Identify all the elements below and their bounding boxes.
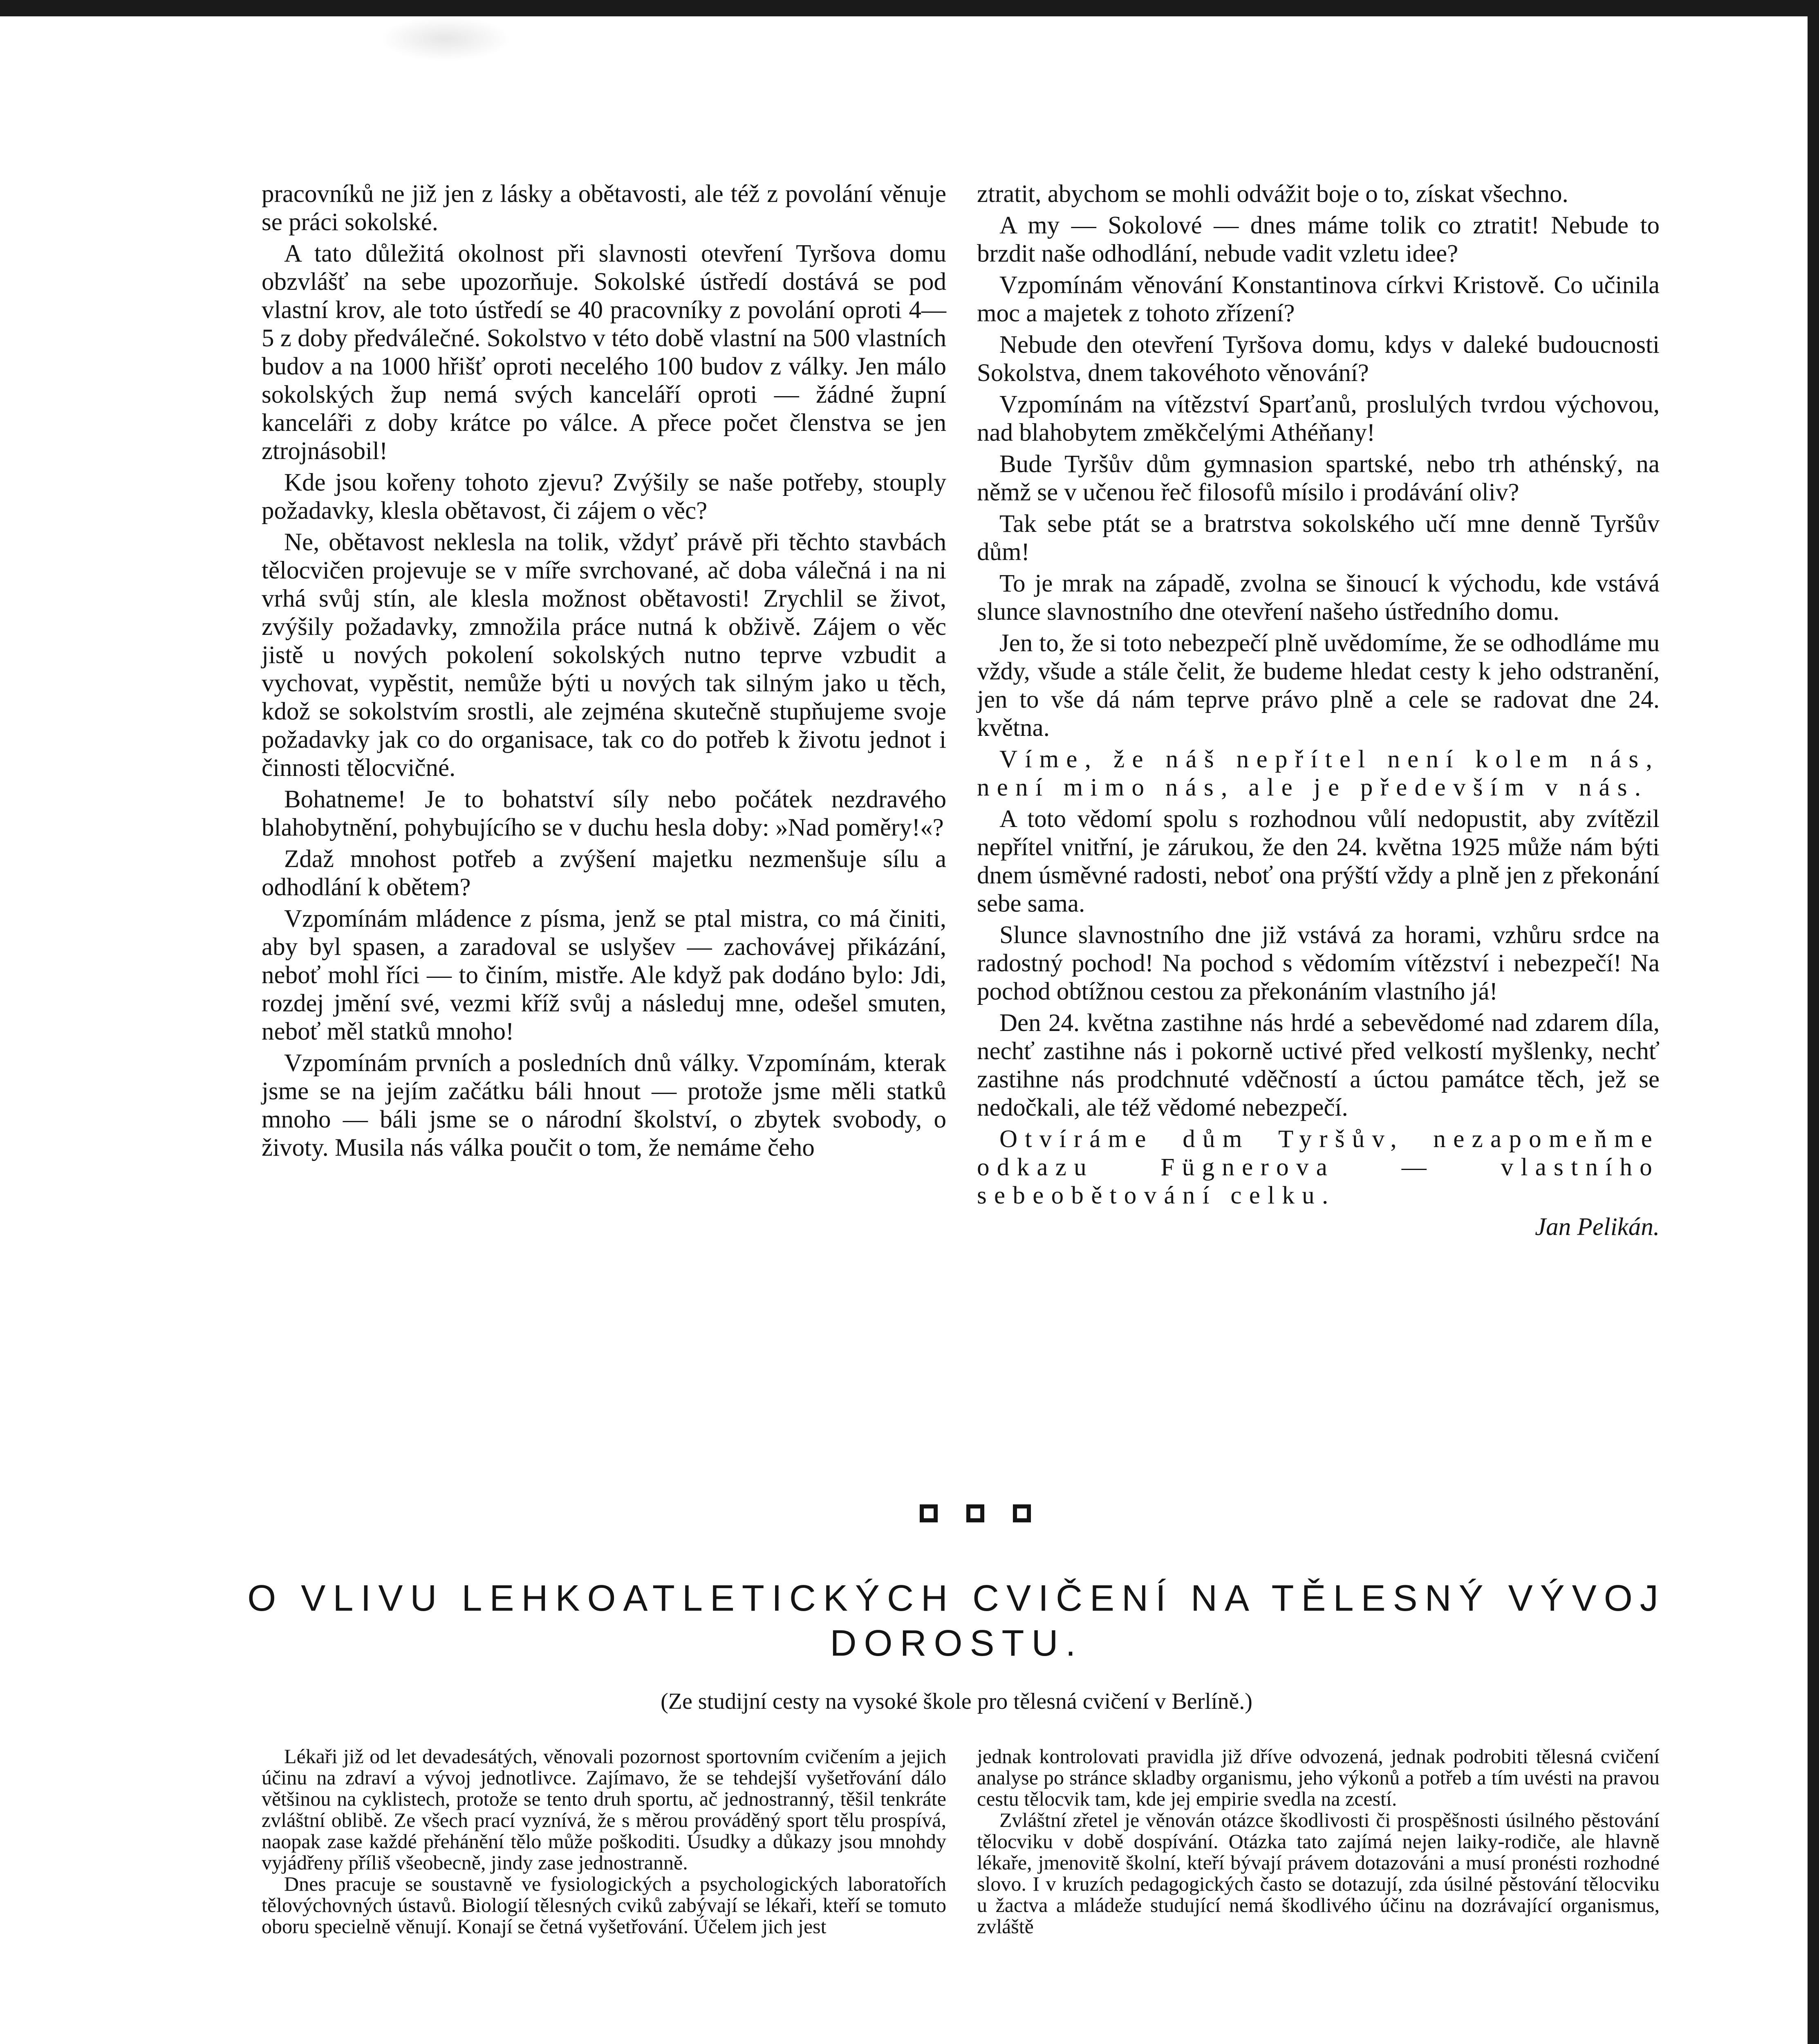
section-separator bbox=[920, 1504, 1031, 1522]
paragraph: Tak sebe ptát se a bratrstva sokolského učí mne denně Tyršův dům! bbox=[977, 510, 1660, 566]
scan-smudge bbox=[380, 16, 511, 61]
paragraph: Bohatneme! Je to bohatství síly nebo počátek nezdravého blahobytnění, pohybujícího se v duchu hesla doby: »Nad poměry!«? bbox=[262, 786, 946, 841]
paragraph: Den 24. května zastihne nás hrdé a sebevědomé nad zdarem díla, nechť zastihne nás i pokorně uctivé před velkostí myšlenky, nechť zastihne nás prodchnuté vděčností a úctou památce těch, jež se nedočkali, ale též vědomé nebezpečí. bbox=[977, 1009, 1660, 1121]
paragraph: Bude Tyršův dům gymnasion spartské, nebo trh athénský, na němž se v učenou řeč filosofů mísilo i prodávání oliv? bbox=[977, 450, 1660, 506]
paragraph: Jen to, že si toto nebezpečí plně uvědomíme, že se odhodláme mu vždy, všude a stále čelit, že budeme hledat cesty k jeho odstranění, jen to vše dá nám teprve právo plně a cele se radovat dne 24. května. bbox=[977, 630, 1660, 742]
article1-left-column bbox=[262, 180, 946, 1162]
article-title: O VLIVU LEHKOATLETICKÝCH CVIČENÍ NA TĚLESNÝ VÝVOJ DOROSTU. bbox=[247, 1578, 1666, 1664]
square-ornament-icon bbox=[966, 1504, 984, 1522]
square-ornament-icon bbox=[920, 1504, 938, 1522]
paragraph: To je mrak na západě, zvolna se šinoucí k východu, kde vstává slunce slavnostního dne otevření našeho ústředního domu. bbox=[977, 570, 1660, 625]
paragraph: Nebude den otevření Tyršova domu, kdys v daleké budoucnosti Sokolstva, dnem takovéhoto věnování? bbox=[977, 331, 1660, 387]
scan-border-top bbox=[0, 0, 1819, 16]
paragraph: Vzpomínám na vítězství Sparťanů, proslulých tvrdou výchovou, nad blahobytem změkčelými Athéňany! bbox=[977, 391, 1660, 446]
article1-right-column bbox=[977, 180, 1660, 1241]
paragraph: A tato důležitá okolnost při slavnosti otevření Tyršova domu obzvlášť na sebe upozorňuje. Sokolské ústředí dostává se pod vlastní krov, ale toto ústředí se 40 pracovníky z povolání oproti 4—5 z doby předválečné. Sokolstvo v této době vlastní na 500 vlastních budov a na 1000 hřišť oproti necelého 100 budov z války. Jen málo sokolských žup nemá svých kanceláří oproti — žádné župní kanceláři z doby krátce po válce. A přece počet členstva se jen ztrojnásobil! bbox=[262, 240, 946, 465]
author-signature: Jan Pelikán. bbox=[1535, 1213, 1660, 1241]
paragraph: A my — Sokolové — dnes máme tolik co ztratit! Nebude to brzdit naše odhodlání, nebude vadit vzletu idee? bbox=[977, 212, 1660, 267]
article2-left-column bbox=[262, 1746, 946, 1937]
paragraph: Zdaž mnohost potřeb a zvýšení majetku nezmenšuje sílu a odhodlání k obětem? bbox=[262, 845, 946, 901]
paragraph: Víme, že náš nepřítel není kolem nás, není mimo nás, ale je především v nás. bbox=[977, 746, 1660, 801]
paragraph: Dnes pracuje se soustavně ve fysiologických a psychologických laboratořích tělovýchovných ústavů. Biologií tělesných cviků zabývají se lékaři, kteří se tomuto oboru specielně věnují. Konají se četná vyšetřování. Účelem jich jest bbox=[262, 1872, 946, 1938]
article-subtitle: (Ze studijní cesty na vysoké škole pro tělesná cvičení v Berlíně.) bbox=[661, 1689, 1252, 1714]
paragraph: Kde jsou kořeny tohoto zjevu? Zvýšily se naše potřeby, stouply požadavky, klesla obětavost, či zájem o věc? bbox=[262, 469, 946, 524]
square-ornament-icon bbox=[1013, 1504, 1031, 1522]
scan-border-right bbox=[1808, 0, 1819, 2044]
paragraph: Lékaři již od let devadesátých, věnovali pozornost sportovním cvičením a jejich účinu na zdraví a vývoj jednotlivce. Zajímavo, že se tehdejší vyšetřování dálo většinou na cyklistech, protože se tento druh sportu, ač jednostranný, těšil tenkráte zvláštní oblibě. Ze všech prací vyznívá, že s měrou prováděný sport tělu prospívá, naopak zase každé přehánění tělo může poškoditi. Úsudky a důkazy jsou mnohdy vyjádřeny příliš všeobecně, jindy zase jednostranně. bbox=[262, 1745, 946, 1874]
article2-right-column bbox=[977, 1746, 1660, 1937]
paragraph: Otvíráme dům Tyršův, nezapomeňme odkazu Fügnerova — vlastního sebeobětování celku. bbox=[977, 1125, 1660, 1209]
paragraph: Slunce slavnostního dne již vstává za horami, vzhůru srdce na radostný pochod! Na pochod s vědomím vítězství i nebezpečí! Na pochod obtížnou cestou za překonáním vlastního já! bbox=[977, 921, 1660, 1005]
paragraph: A toto vědomí spolu s rozhodnou vůlí nedopustit, aby zvítězil nepřítel vnitřní, je zárukou, že den 24. května 1925 může nám býti dnem úsměvné radosti, neboť ona prýští vždy a plně jen z překonání sebe sama. bbox=[977, 805, 1660, 917]
paragraph: Vzpomínám mládence z písma, jenž se ptal mistra, co má činiti, aby byl spasen, a zaradoval se uslyšev — zachovávej přikázání, neboť mohl říci — to činím, mistře. Ale když pak dodáno bylo: Jdi, rozdej jmění své, vezmi kříž svůj a následuj mne, odešel smuten, neboť měl statků mnoho! bbox=[262, 905, 946, 1045]
signature-line bbox=[977, 1213, 1660, 1241]
paragraph: jednak kontrolovati pravidla již dříve odvozená, jednak podrobiti tělesná cvičení analyse po stránce skladby organismu, jeho výkonů a potřeb a tím uvésti na pravou cestu tělocvik tam, kde jej empirie svedla na zcestí. bbox=[977, 1745, 1660, 1810]
paragraph: ztratit, abychom se mohli odvážit boje o to, získat všechno. bbox=[977, 180, 1568, 208]
paragraph: Vzpomínám prvních a posledních dnů války. Vzpomínám, kterak jsme se na jejím začátku báli hnout — protože jsme měli statků mnoho — báli jsme se o národní školství, o zbytek svobody, o životy. Musila nás válka poučit o tom, že nemáme čeho bbox=[262, 1049, 946, 1161]
paragraph: Zvláštní zřetel je věnován otázce škodlivosti či prospěšnosti úsilného pěstování tělocviku v době dospívání. Otázka tato zajímá nejen laiky-rodiče, ale hlavně lékaře, jmenovitě školní, kteří bývají právem dotazováni a musí pronésti rozhodné slovo. I v kruzích pedagogických často se dotazují, zda úsilné pěstování tělocviku u žactva a mládeže studující nemá škodlivého účinu na dozrávající organismus, zvláště bbox=[977, 1809, 1660, 1938]
paragraph: pracovníků ne již jen z lásky a obětavosti, ale též z povolání věnuje se práci sokolské. bbox=[262, 180, 946, 236]
paragraph: Vzpomínám věnování Konstantinova církvi Kristově. Co učinila moc a majetek z tohoto zřízení? bbox=[977, 271, 1660, 327]
paragraph: Ne, obětavost neklesla na tolik, vždyť právě při těchto stavbách tělocvičen projevuje se v míře svrchované, ač doba válečná i na ni vrhá svůj stín, ale klesla možnost obětavosti! Zrychlil se život, zvýšily požadavky, zmnožila práce nutná k obživě. Zájem o věc jistě u nových pokolení sokolských nutno teprve vzbudit a vychovat, vypěstit, nemůže býti u nových tak silným jako u těch, kdož se sokolstvím srostli, ale zejména skutečně stupňujeme svoje požadavky jak co do organisace, tak co do potřeb k životu jednot i činnosti tělocvičné. bbox=[262, 529, 946, 782]
